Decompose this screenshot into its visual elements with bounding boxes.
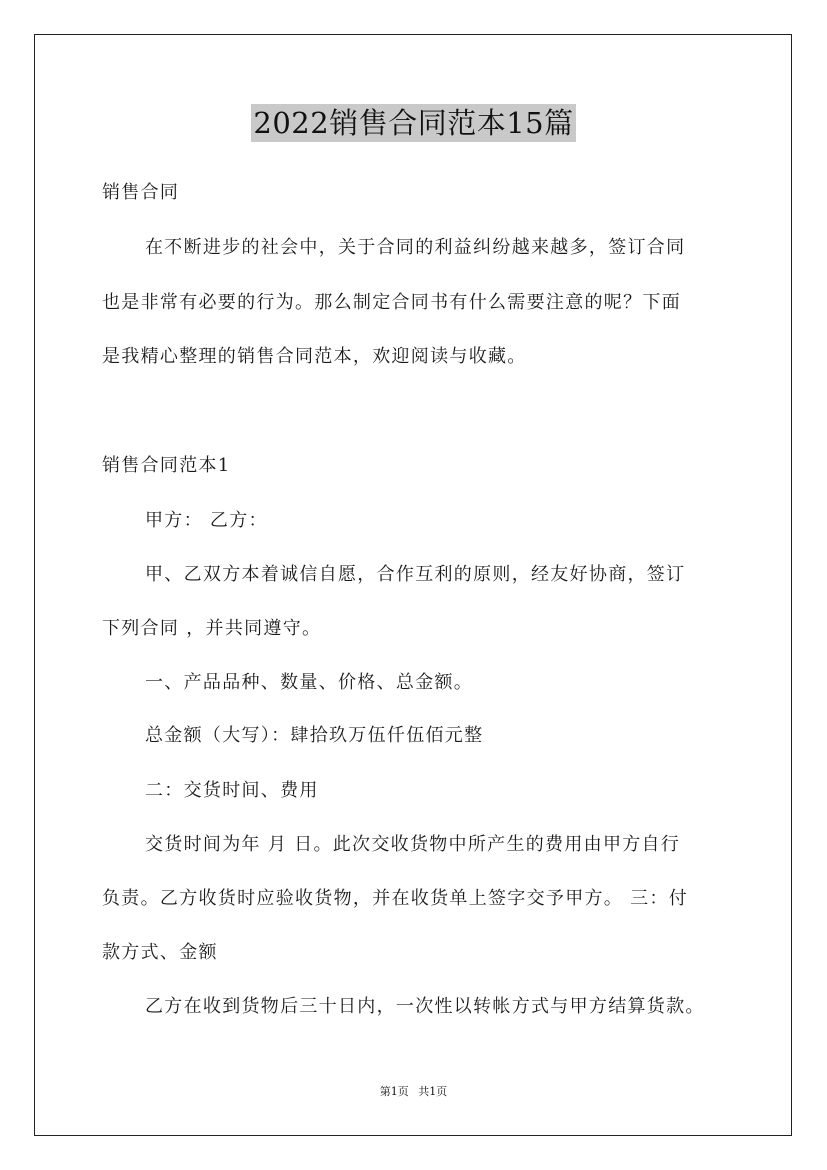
delivery-paragraph-line-1: 交货时间为年 月 日。此次交收货物中所产生的费用由甲方自行 <box>145 834 681 855</box>
intro-paragraph-line-2: 也是非常有必要的行为。那么制定合同书有什么需要注意的呢？下面 <box>102 292 681 313</box>
page-footer <box>0 1084 827 1100</box>
total-amount-line: 总金额（大写）：肆拾玖万伍仟伍佰元整 <box>145 725 484 746</box>
clause-2-heading: 二：交货时间、费用 <box>145 780 319 801</box>
delivery-paragraph-line-3: 款方式、金额 <box>102 942 218 963</box>
title-container <box>0 104 827 142</box>
intro-paragraph-line-3: 是我精心整理的销售合同范本，欢迎阅读与收藏。 <box>102 346 527 367</box>
document-title: 2022销售合同范本15篇 <box>253 106 574 140</box>
page-total: 共1页 <box>418 1085 448 1098</box>
intro-paragraph-line-1: 在不断进步的社会中，关于合同的利益纠纷越来越多，签订合同 <box>145 237 686 258</box>
section-heading-template-1: 销售合同范本1 <box>102 455 231 476</box>
section-heading-sales-contract: 销售合同 <box>102 182 180 203</box>
clause-1-heading: 一、产品品种、数量、价格、总金额。 <box>145 672 474 693</box>
delivery-paragraph-line-2: 负责。乙方收货时应验收货物，并在收货单上签字交予甲方。 三：付 <box>102 888 689 909</box>
agreement-paragraph-line-2: 下列合同 ，并共同遵守。 <box>102 618 322 639</box>
agreement-paragraph-line-1: 甲、乙双方本着诚信自愿，合作互利的原则，经友好协商，签订 <box>145 564 686 585</box>
page-number: 第1页 <box>379 1085 409 1098</box>
parties-line: 甲方： 乙方： <box>145 510 268 531</box>
payment-paragraph-line-1: 乙方在收到货物后三十日内，一次性以转帐方式与甲方结算货款。 <box>145 996 705 1017</box>
